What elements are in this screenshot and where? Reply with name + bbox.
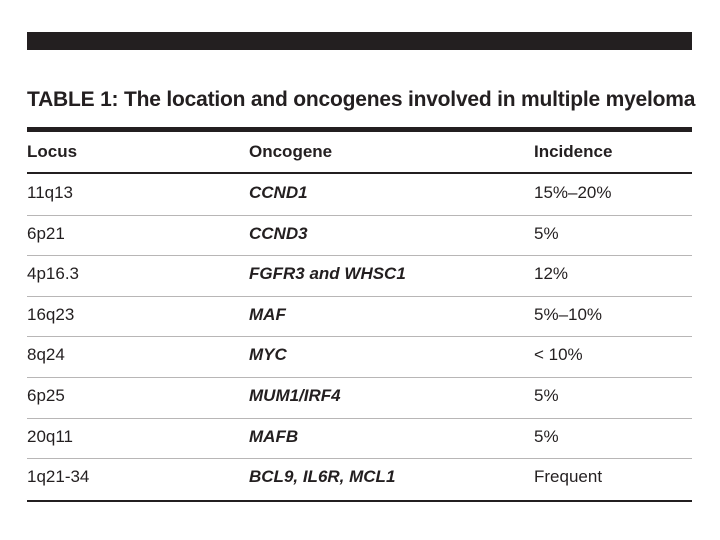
oncogene-cell: MAFB [249, 426, 299, 446]
incidence-cell: 12% [534, 264, 569, 284]
table-header-row [27, 135, 692, 171]
incidence-cell: 5%–10% [534, 304, 603, 324]
table-row [27, 337, 692, 378]
locus-cell: 11q13 [27, 183, 74, 202]
locus-cell: 20q11 [27, 426, 74, 446]
oncogene-cell: MAF [249, 304, 286, 324]
oncogene-cell: CCND1 [249, 183, 308, 202]
header-incidence: Incidence [534, 142, 613, 161]
oncogene-cell [249, 264, 406, 284]
locus-cell: 1q21-34 [27, 467, 90, 487]
incidence-cell: 5% [534, 223, 559, 243]
oncogene-cell: MYC [249, 345, 287, 365]
oncogene-cell: BCL9, IL6R, MCL1 [249, 467, 396, 487]
table-row [27, 378, 692, 419]
locus-cell: 4p16.3 [27, 264, 79, 284]
table-row [27, 216, 692, 257]
oncogene-cell: MUM1/IRF4 [249, 385, 341, 405]
oncogene-name: FGFR3 and WHSC1 [249, 264, 406, 284]
incidence-cell: 15%–20% [534, 183, 612, 202]
top-banner-bar [27, 32, 692, 50]
oncogene-cell: CCND3 [249, 223, 308, 243]
header-rule [27, 172, 692, 174]
header-oncogene: Oncogene [249, 142, 333, 161]
table-row [27, 256, 692, 297]
table-row [27, 175, 692, 216]
title-rule [27, 127, 692, 132]
table-row [27, 419, 692, 460]
incidence-cell: Frequent [534, 467, 603, 487]
header-locus: Locus [27, 142, 78, 161]
table-bottom-rule [27, 500, 692, 502]
locus-cell: 16q23 [27, 304, 75, 324]
incidence-cell: 5% [534, 385, 559, 405]
locus-cell: 6p21 [27, 223, 65, 243]
incidence-cell: < 10% [534, 345, 583, 365]
table-title: TABLE 1: The location and oncogenes involved in multiple myeloma [27, 88, 696, 111]
locus-cell: 6p25 [27, 385, 65, 405]
incidence-cell: 5% [534, 426, 559, 446]
table-row [27, 297, 692, 338]
table-row [27, 459, 692, 500]
table-body [27, 175, 692, 500]
locus-cell: 8q24 [27, 345, 65, 365]
